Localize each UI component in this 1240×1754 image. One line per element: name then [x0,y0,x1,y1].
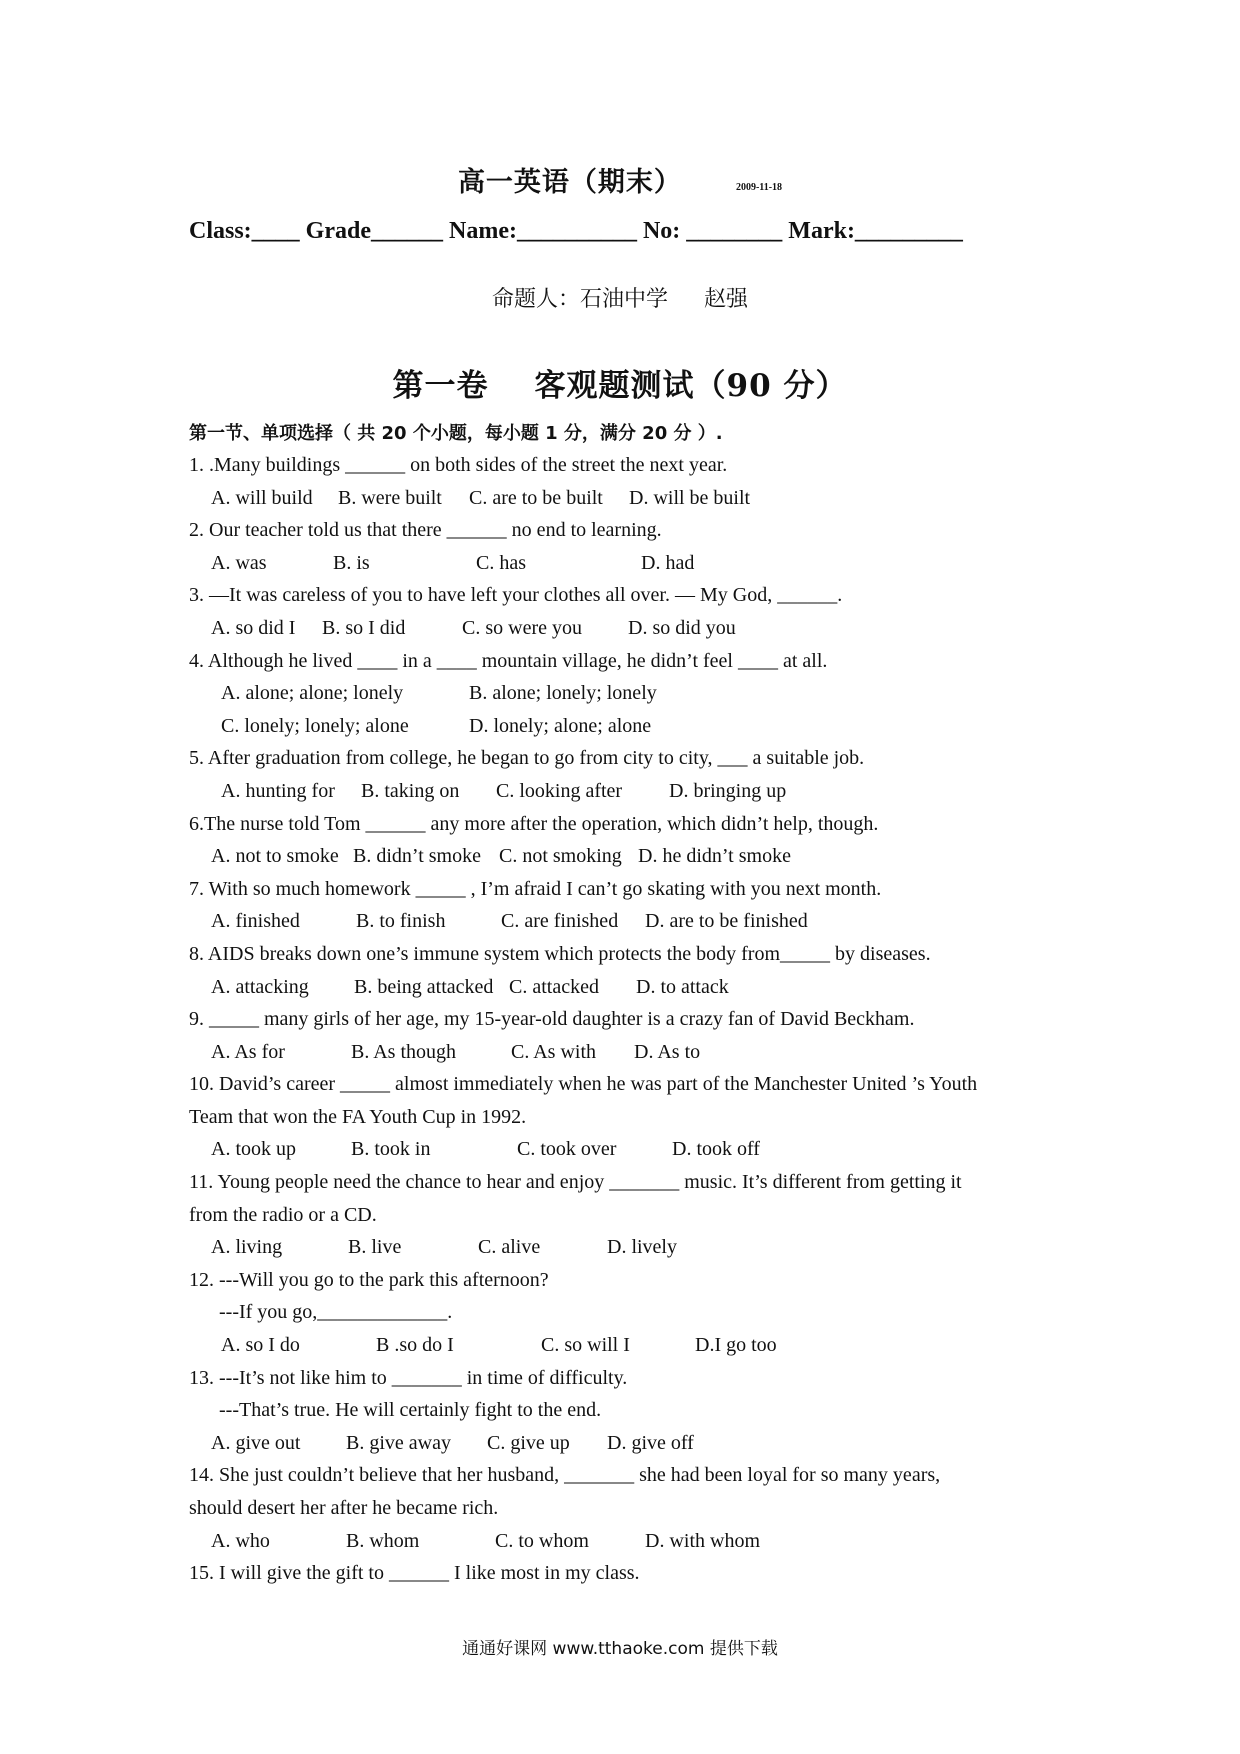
answer-option: D. so did you [628,616,736,639]
part-heading: 第一节、单项选择（ 共 20 个小题，每小题 1 分，满分 20 分 ）. [189,423,723,444]
answer-option: D. bringing up [669,779,787,802]
question-reply: ---That’s true. He will certainly fight to the end. [219,1399,602,1422]
answer-option: C. so were you [462,616,582,639]
answer-option: C. to whom [495,1529,589,1552]
question-stem-continued: should desert her after he became rich. [189,1497,499,1519]
question-stem: 2. Our teacher told us that there ______ no end to learning. [189,519,662,542]
answer-option: D. As to [634,1040,701,1063]
student-info-line: Class:____ Grade______ Name:__________ No: ________ Mark:_________ [189,218,963,244]
question-stem-continued: Team that won the FA Youth Cup in 1992. [189,1105,527,1128]
answer-option: C. took over [517,1138,617,1161]
section-title [0,360,1240,405]
answer-option: A. took up [211,1138,296,1161]
question-stem: 12. ---Will you go to the park this afternoon? [189,1268,549,1291]
answer-option: A. As for [211,1040,285,1063]
answer-option: C. are to be built [469,486,603,509]
option-row [189,1133,1069,1166]
answer-option: B. so I did [322,616,406,639]
option-row [189,710,1069,743]
answer-option: D. to attack [636,975,729,998]
answer-option: D. took off [672,1138,760,1161]
question-stem: 6.The nurse told Tom ______ any more after the operation, which didn’t help, though. [189,812,879,835]
answer-option: B. live [348,1236,402,1259]
question-stem: 15. I will give the gift to ______ I like most in my class. [189,1562,640,1585]
option-row [189,1525,1069,1558]
option-row [189,1231,1069,1264]
footer-text: 通通好课网 www.tthaoke.com 提供下载 [462,1639,778,1659]
answer-option: A. so did I [211,616,296,639]
option-row [189,775,1069,808]
exam-date: 2009-11-18 [735,181,783,193]
question-stem: 14. She just couldn’t believe that her husband, _______ she had been loyal for so many years, [189,1464,941,1487]
answer-option: C. looking after [496,779,623,802]
answer-option: B. give away [346,1431,451,1454]
answer-option: C. are finished [501,910,619,933]
answer-option: A. finished [211,910,300,933]
option-row [189,1036,1069,1069]
answer-option: A. will build [211,486,313,509]
answer-option: C. lonely; lonely; alone [221,714,409,737]
answer-option: B .so do I [376,1334,454,1357]
answer-option: B. whom [346,1529,420,1552]
question-stem: 7. With so much homework _____ , I’m afraid I can’t go skating with you next month. [189,877,882,900]
answer-option: C. alive [478,1236,541,1259]
answer-option: B. being attacked [354,975,494,998]
option-row [189,677,1069,710]
section-title-part1: 第一卷 [392,368,489,404]
title-row [0,160,1240,199]
question-stem: 3. —It was careless of you to have left your clothes all over. — My God, ______. [189,584,843,607]
question-stem: 9. _____ many girls of her age, my 15-year-old daughter is a crazy fan of David Beckham. [189,1008,915,1031]
option-row [189,971,1069,1004]
answer-option: A. not to smoke [211,845,339,868]
answer-option: C. has [476,551,526,574]
option-row [189,1427,1069,1460]
exam-title: 高一英语（期末） [457,167,682,198]
answer-option: D. he didn’t smoke [638,845,791,868]
answer-option: B. alone; lonely; lonely [469,682,657,705]
question-stem: 8. AIDS breaks down one’s immune system which protects the body from_____ by diseases. [189,942,931,965]
answer-option: D. lively [607,1236,677,1259]
answer-option: D. had [641,551,695,574]
option-row [189,482,1069,515]
answer-option: D. give off [607,1431,694,1454]
answer-option: D.I go too [695,1334,777,1357]
question-stem-continued: from the radio or a CD. [189,1203,377,1226]
question-reply: ---If you go,_____________. [219,1301,453,1324]
answer-option: C. not smoking [499,845,622,868]
answer-option: A. hunting for [221,779,335,802]
answer-option: B. took in [351,1138,431,1161]
question-list [189,449,1069,1590]
answer-option: C. so will I [541,1334,630,1357]
author-line [0,282,1240,313]
author-name: 赵强 [704,287,749,312]
answer-option: D. lonely; alone; alone [469,714,652,737]
answer-option: D. with whom [645,1529,760,1552]
answer-option: A. alone; alone; lonely [221,682,404,705]
answer-option: B. to finish [356,910,446,933]
answer-option: D. are to be finished [645,910,808,933]
option-row [189,840,1069,873]
answer-option: A. living [211,1236,283,1259]
answer-option: B. were built [338,486,442,509]
option-row [189,612,1069,645]
option-row [189,547,1069,580]
answer-option: D. will be built [629,486,751,509]
answer-option: C. give up [487,1431,570,1454]
option-row [189,905,1069,938]
question-stem: 4. Although he lived ____ in a ____ mountain village, he didn’t feel ____ at all. [189,649,828,672]
answer-option: A. attacking [211,975,309,998]
answer-option: C. As with [511,1040,597,1063]
section-title-part2: 客观题测试（90 分） [534,368,848,404]
answer-option: A. who [211,1529,270,1552]
author-label: 命题人：石油中学 [491,287,668,312]
answer-option: B. taking on [361,779,460,802]
question-stem: 5. After graduation from college, he began to go from city to city, ___ a suitable job. [189,747,865,770]
answer-option: A. was [211,551,267,574]
answer-option: B. As though [351,1040,457,1063]
question-stem: 13. ---It’s not like him to _______ in time of difficulty. [189,1366,628,1389]
option-row [189,1329,1069,1362]
answer-option: C. attacked [509,975,599,998]
answer-option: B. is [333,551,370,574]
answer-option: A. give out [211,1431,301,1454]
question-stem: 10. David’s career _____ almost immediately when he was part of the Manchester United ’s Youth [189,1073,978,1096]
question-stem: 1. .Many buildings ______ on both sides of the street the next year. [189,454,728,476]
question-stem: 11. Young people need the chance to hear and enjoy _______ music. It’s different from getting it [189,1171,962,1194]
answer-option: B. didn’t smoke [353,845,481,868]
answer-option: A. so I do [221,1334,300,1357]
